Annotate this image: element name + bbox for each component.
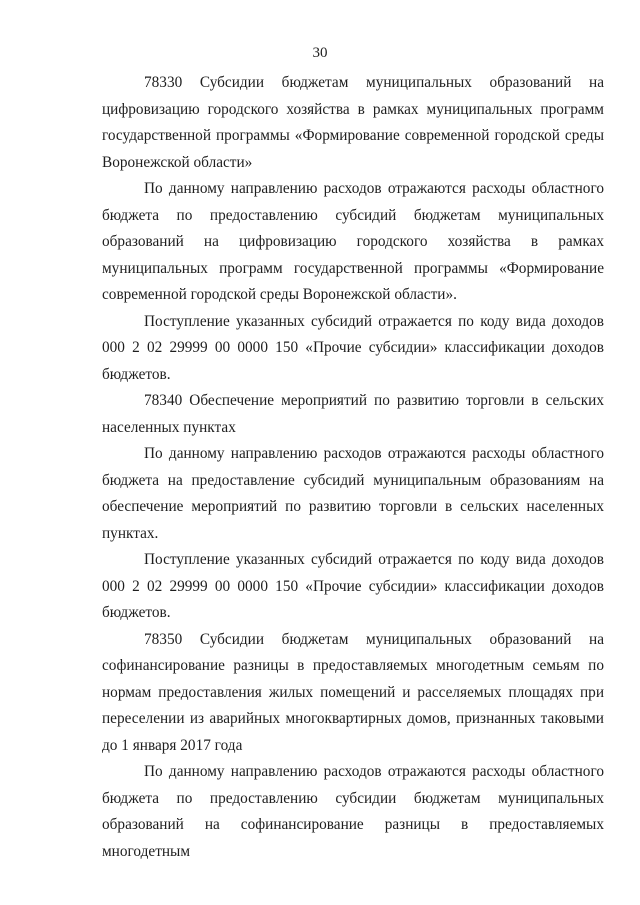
paragraph-section-78330-revenue-code: Поступление указанных субсидий отражается по коду вида доходов 000 2 02 29999 00 0000 150 «Прочие субсидии» классификации доходов бюджетов. bbox=[102, 312, 604, 383]
paragraph-section-78340-revenue-code: Поступление указанных субсидий отражается по коду вида доходов 000 2 02 29999 00 0000 150 «Прочие субсидии» классификации доходов бюджетов. bbox=[102, 551, 604, 621]
document-body bbox=[102, 70, 604, 865]
paragraph-section-78340-heading: 78340 Обеспечение мероприятий по развитию торговли в сельских населенных пунктах bbox=[102, 392, 604, 436]
paragraph-section-78330-heading: 78330 Субсидии бюджетам муниципальных образований на цифровизацию городского хозяйства в рамках муниципальных программ государственной программы «Формирование современной городской среды Воронежской области» bbox=[102, 74, 604, 171]
paragraph-section-78330-description: По данному направлению расходов отражаются расходы областного бюджета по предоставлению субсидий бюджетам муниципальных образований на цифровизацию городского хозяйства в рамках муниципальных программ государственной программы «Формирование современной городской среды Воронежской области». bbox=[102, 180, 604, 303]
paragraph-section-78340-description: По данному направлению расходов отражаются расходы областного бюджета на предоставление субсидий муниципальным образованиям на обеспечение мероприятий по развитию торговли в сельских населенных пунктах. bbox=[102, 445, 604, 542]
paragraph-section-78350-description: По данному направлению расходов отражаются расходы областного бюджета по предоставлению субсидии бюджетам муниципальных образований на софинансирование разницы в предоставляемых многодетным bbox=[102, 763, 604, 860]
page-number: 30 bbox=[312, 45, 328, 61]
paragraph-section-78350-heading: 78350 Субсидии бюджетам муниципальных образований на софинансирование разницы в предоставляемых многодетным семьям по нормам предоставления жилых помещений и расселяемых площадях при переселении из аварийных многоквартирных домов, признанных таковыми до 1 января 2017 года bbox=[102, 630, 604, 754]
